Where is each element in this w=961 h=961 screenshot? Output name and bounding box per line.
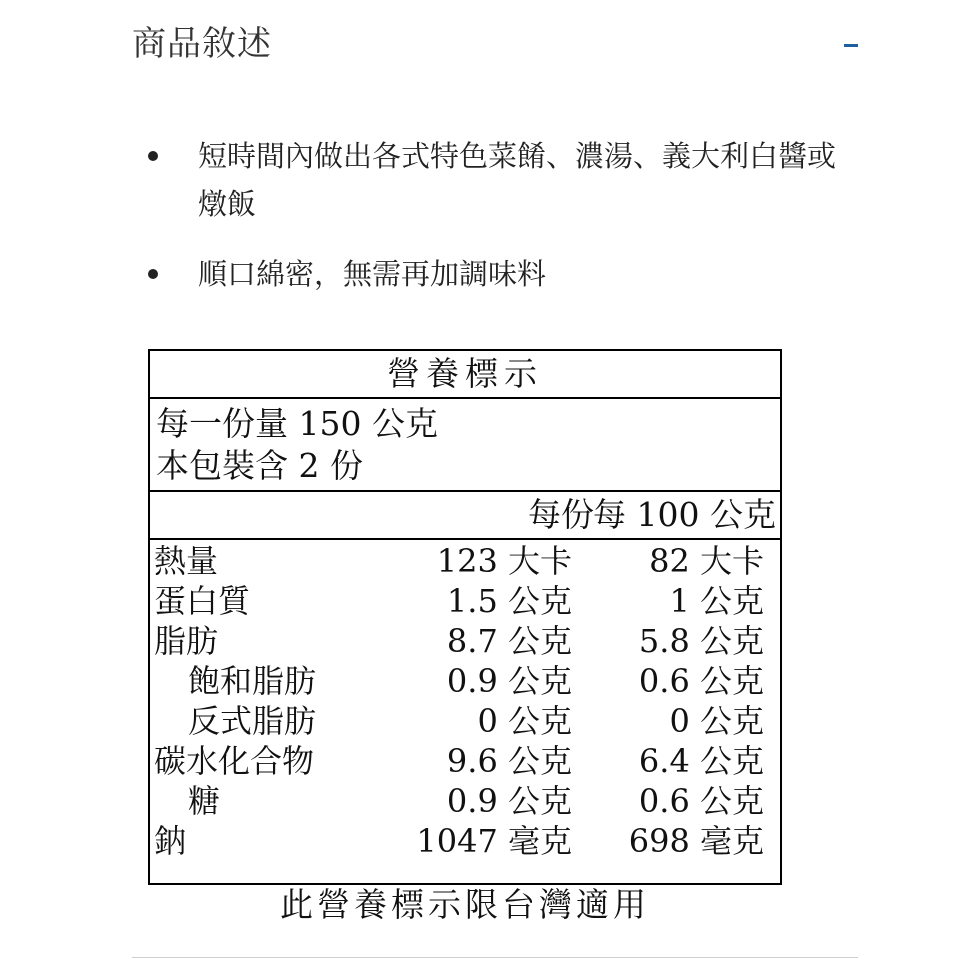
nutrient-name: 糖	[188, 782, 221, 820]
description-list	[140, 132, 860, 320]
nutrient-row	[150, 581, 780, 621]
nutrient-name: 碳水化合物	[154, 742, 315, 780]
section-header	[132, 12, 858, 74]
nutrient-per-serving: 8.7 公克	[446, 622, 572, 660]
list-item	[140, 132, 860, 228]
divider	[150, 538, 780, 540]
bullet-icon	[148, 151, 158, 161]
nutrient-name: 脂肪	[154, 622, 219, 660]
nutrient-per-100g: 82 大卡	[649, 542, 764, 580]
divider	[150, 397, 780, 399]
nutrient-row	[150, 541, 780, 581]
nutrient-per-serving: 0 公克	[477, 702, 572, 740]
nutrient-row	[150, 661, 780, 701]
nutrient-per-100g: 0 公克	[669, 702, 764, 740]
bullet-text: 短時間內做出各式特色菜餚、濃湯、義大利白醬或燉飯	[198, 139, 837, 221]
bullet-text: 順口綿密，無需再加調味料	[198, 257, 547, 291]
nutrient-per-100g: 1 公克	[669, 582, 764, 620]
nutrient-per-serving: 0.9 公克	[446, 782, 572, 820]
nutrient-per-100g: 0.6 公克	[638, 782, 764, 820]
nutrient-per-serving: 1.5 公克	[446, 582, 572, 620]
nutrient-name: 熱量	[154, 542, 219, 580]
nutrition-label-title: 營養標示	[387, 354, 543, 393]
nutrient-per-100g: 0.6 公克	[638, 662, 764, 700]
nutrition-label	[148, 349, 782, 885]
nutrient-per-100g: 5.8 公克	[638, 622, 764, 660]
bullet-icon	[148, 269, 158, 279]
nutrient-per-serving: 0.9 公克	[446, 662, 572, 700]
nutrient-row	[150, 701, 780, 741]
list-item	[140, 250, 860, 298]
nutrient-name: 蛋白質	[154, 582, 251, 620]
nutrient-name: 反式脂肪	[188, 702, 317, 740]
minus-icon[interactable]	[844, 44, 858, 47]
column-headers	[150, 492, 780, 538]
nutrient-per-100g: 6.4 公克	[638, 742, 764, 780]
nutrient-row	[150, 741, 780, 781]
servings-per-pack: 本包裝含 2 份	[156, 446, 363, 485]
nutrient-name: 飽和脂肪	[188, 662, 317, 700]
nutrient-per-serving: 9.6 公克	[446, 742, 572, 780]
col-header-per-serving: 每份	[528, 495, 594, 534]
nutrient-per-serving: 123 大卡	[436, 542, 572, 580]
nutrient-row	[150, 781, 780, 821]
nutrition-footnote: 此營養標示限台灣適用	[280, 885, 650, 924]
divider	[132, 957, 858, 958]
nutrient-name: 鈉	[154, 822, 187, 860]
serving-size: 每一份量 150 公克	[156, 404, 438, 443]
section-title: 商品敘述	[132, 24, 272, 64]
nutrient-row	[150, 621, 780, 661]
nutrient-row	[150, 821, 780, 861]
nutrient-per-100g: 698 毫克	[628, 822, 764, 860]
nutrient-per-serving: 1047 毫克	[416, 822, 572, 860]
col-header-per-100g: 每 100 公克	[593, 495, 776, 534]
